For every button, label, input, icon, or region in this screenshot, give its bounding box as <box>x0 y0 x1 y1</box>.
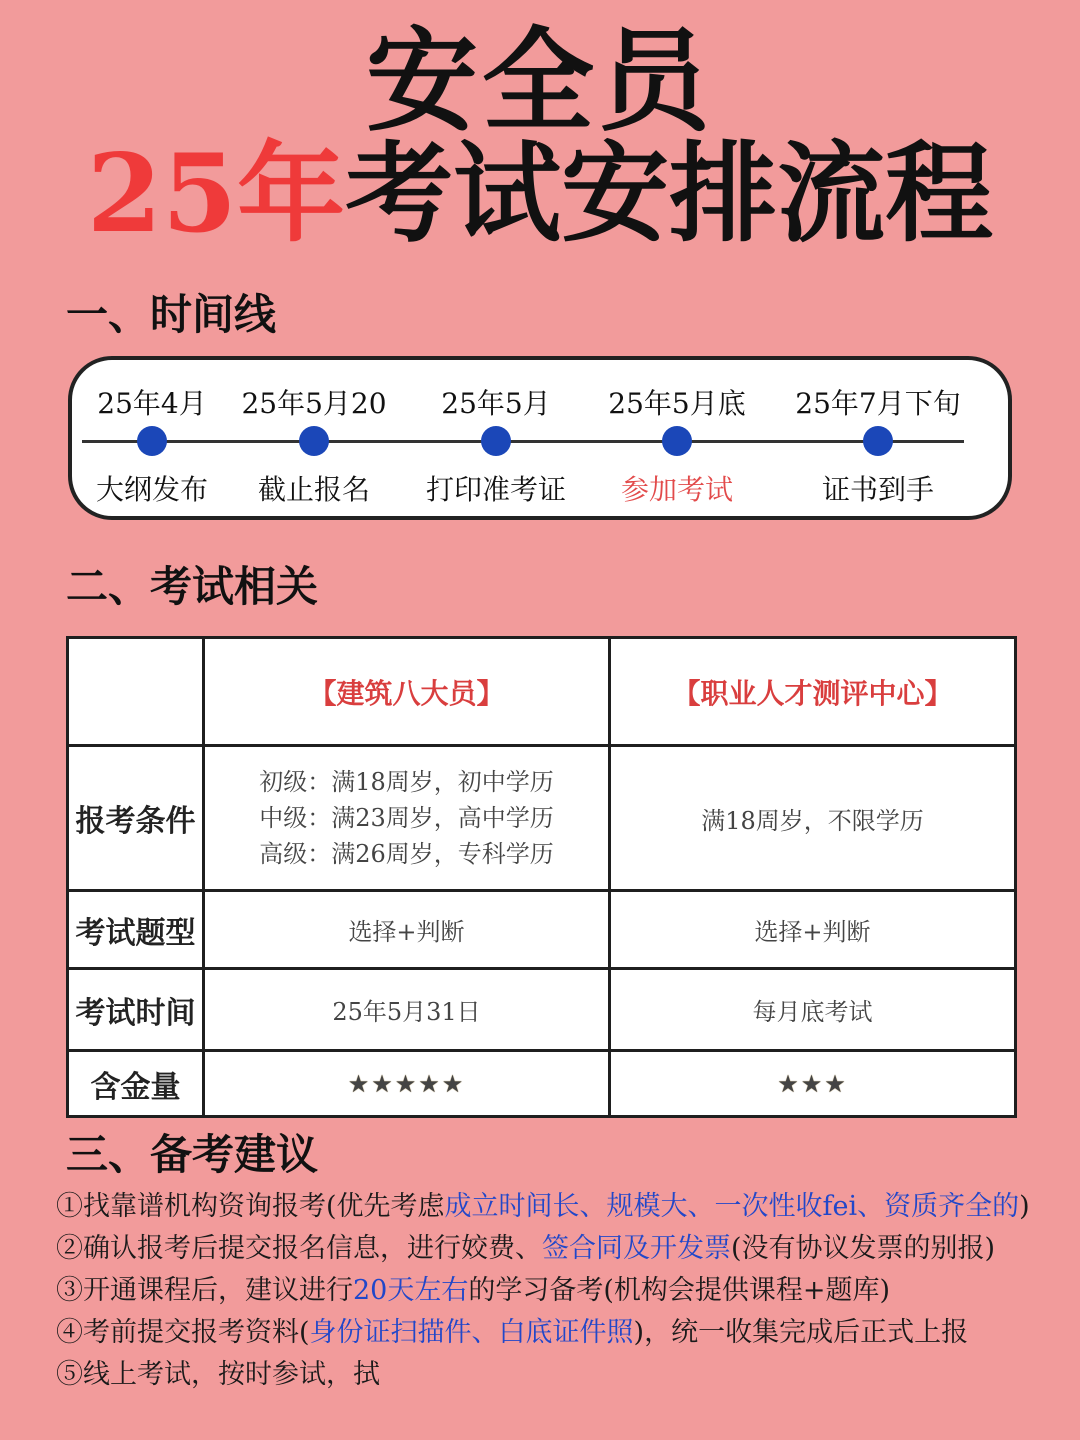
advice-text: ④考前提交报考资料( <box>56 1317 310 1348</box>
conditions-construction <box>204 746 610 891</box>
condition-line: 中级：满23周岁，高中学历 <box>259 804 554 832</box>
timeline-dot <box>137 426 167 456</box>
advice-highlight: 身份证扫描件、白底证件照 <box>309 1317 634 1348</box>
star-rating-construction: ★★★★★ <box>204 1051 610 1117</box>
column-header-talent-center: 【职业人才测评中心】 <box>610 638 1016 746</box>
timeline-label: 大纲发布 <box>95 473 208 506</box>
advice-text: ) <box>1019 1191 1030 1222</box>
advice-text: ③开通课程后，建议进行 <box>56 1275 353 1306</box>
page-subtitle <box>0 132 1080 256</box>
advice-item-4 <box>56 1312 1066 1354</box>
timeline-dot <box>299 426 329 456</box>
timeline-label: 证书到手 <box>821 473 934 506</box>
advice-highlight: 20天左右 <box>353 1275 469 1306</box>
question-type-talent-center: 选择+判断 <box>610 891 1016 969</box>
timeline-dot <box>662 426 692 456</box>
advice-text: (没有协议发票的别报) <box>731 1233 996 1264</box>
condition-line: 高级：满26周岁，专科学历 <box>259 840 554 868</box>
timeline-item-5 <box>788 360 968 520</box>
timeline-item-3 <box>406 360 586 520</box>
timeline-date: 25年5月 <box>441 387 551 420</box>
row-label: 考试时间 <box>68 969 204 1051</box>
advice-item-5 <box>56 1354 1066 1396</box>
timeline-item-2 <box>224 360 404 520</box>
advice-text: ②确认报考后提交报名信息，进行姣费、 <box>56 1233 542 1264</box>
timeline-panel <box>68 356 1012 520</box>
timeline-date: 25年4月 <box>97 387 207 420</box>
exam-heading: 二、考试相关 <box>66 562 319 611</box>
advice-highlight: 成立时间长、规模大、一次性收fei、资质齐全的 <box>444 1191 1020 1222</box>
condition-line: 初级：满18周岁，初中学历 <box>259 768 554 796</box>
exam-time-talent-center: 每月底考试 <box>610 969 1016 1051</box>
row-label: 含金量 <box>68 1051 204 1117</box>
advice-heading: 三、备考建议 <box>66 1130 319 1179</box>
table-row-question-type <box>68 891 1016 969</box>
subtitle-text: 考试安排流程 <box>345 131 994 257</box>
row-label: 考试题型 <box>68 891 204 969</box>
star-rating-talent-center: ★★★ <box>610 1051 1016 1117</box>
timeline-date: 25年7月下旬 <box>795 387 961 420</box>
advice-text: ⑤线上考试，按时参试，拭 <box>56 1359 380 1390</box>
question-type-construction: 选择+判断 <box>204 891 610 969</box>
timeline-date: 25年5月底 <box>608 387 746 420</box>
table-header-row <box>68 638 1016 746</box>
timeline-label: 截止报名 <box>257 473 370 506</box>
timeline-item-1 <box>62 360 242 520</box>
column-header-construction: 【建筑八大员】 <box>204 638 610 746</box>
table-row-exam-time <box>68 969 1016 1051</box>
table-row-value <box>68 1051 1016 1117</box>
row-label: 报考条件 <box>68 746 204 891</box>
timeline-dot <box>863 426 893 456</box>
timeline-label: 参加考试 <box>620 473 733 506</box>
exam-time-construction: 25年5月31日 <box>204 969 610 1051</box>
table-row-conditions <box>68 746 1016 891</box>
timeline-label: 打印准考证 <box>425 473 566 506</box>
timeline-heading: 一、时间线 <box>66 290 277 339</box>
advice-list <box>56 1186 1066 1396</box>
page-title: 安全员 <box>366 16 714 147</box>
advice-text: 的学习备考(机构会提供课程+题库) <box>468 1275 891 1306</box>
timeline-date: 25年5月20 <box>241 387 387 420</box>
table-corner-cell <box>68 638 204 746</box>
conditions-talent-center: 满18周岁，不限学历 <box>610 746 1016 891</box>
advice-item-1 <box>56 1186 1066 1228</box>
advice-highlight: 签合同及开发票 <box>542 1233 731 1264</box>
exam-info-table <box>66 636 1017 1118</box>
advice-text: )，统一收集完成后正式上报 <box>633 1317 969 1348</box>
timeline-item-4 <box>587 360 767 520</box>
subtitle-year: 25年 <box>86 131 346 257</box>
timeline-dot <box>481 426 511 456</box>
advice-item-3 <box>56 1270 1066 1312</box>
advice-text: ①找靠谱机构资询报考(优先考虑 <box>56 1191 445 1222</box>
advice-item-2 <box>56 1228 1066 1270</box>
